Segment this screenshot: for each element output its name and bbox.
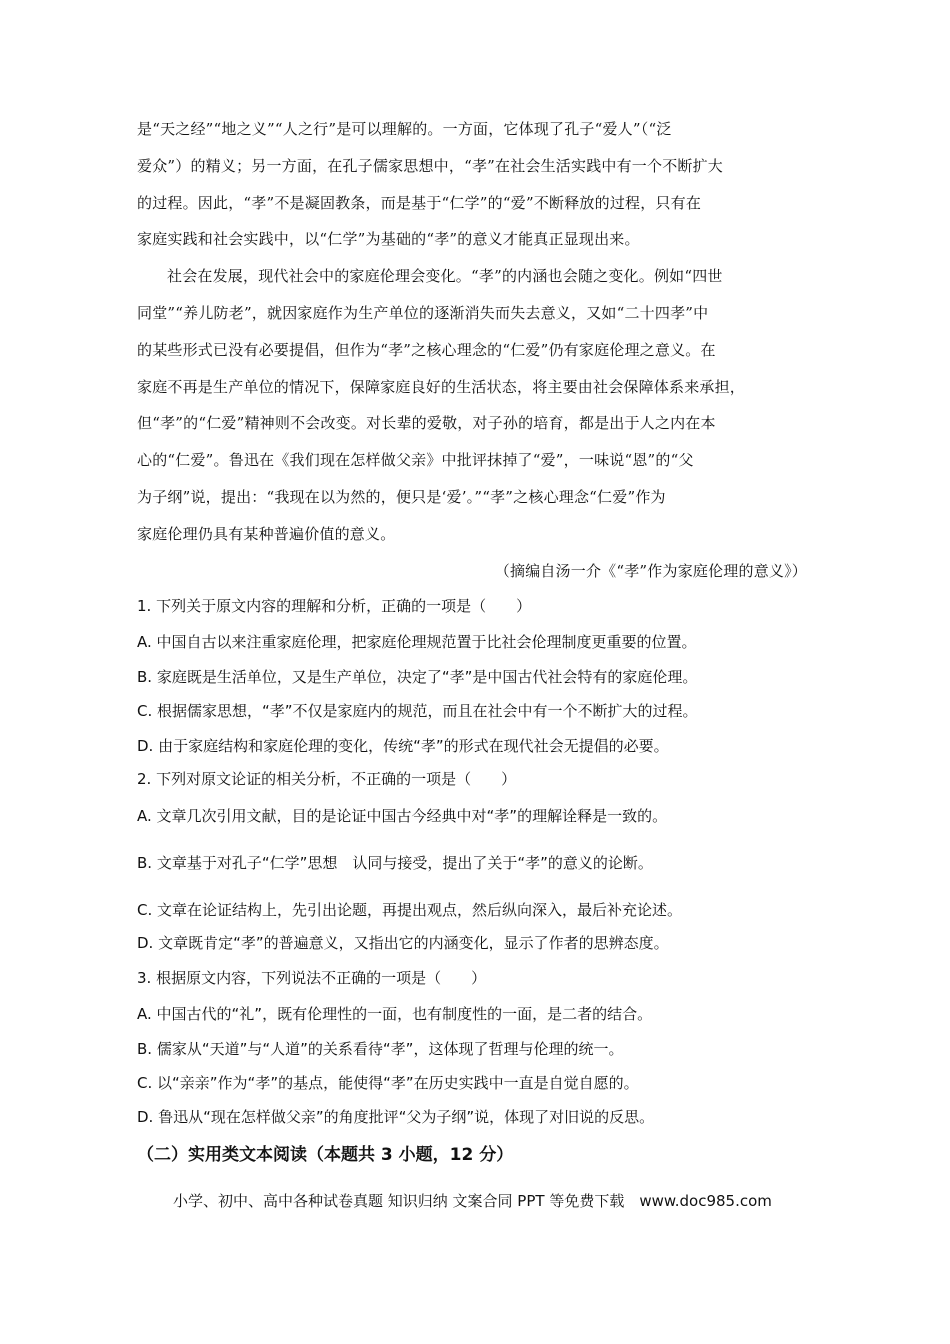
question-option: D. 由于家庭结构和家庭伦理的变化，传统“孝”的形式在现代社会无提倡的必要。 <box>137 737 669 755</box>
question-option: B. 文章基于对孔子“仁学”思想 认同与接受，提出了关于“孝”的意义的论断。 <box>137 854 653 872</box>
question-option: D. 鲁迅从“现在怎样做父亲”的角度批评“父为子纲”说，体现了对旧说的反思。 <box>137 1108 655 1126</box>
question-option: B. 儒家从“天道”与“人道”的关系看待“孝”，这体现了哲理与伦理的统一。 <box>137 1040 624 1058</box>
question-option: C. 文章在论证结构上，先引出论题，再提出观点，然后纵向深入，最后补充论述。 <box>137 901 683 919</box>
question-option: A. 中国自古以来注重家庭伦理，把家庭伦理规范置于比社会伦理制度更重要的位置。 <box>137 633 697 651</box>
question-stem: 1. 下列关于原文内容的理解和分析，正确的一项是（ ） <box>137 597 532 615</box>
passage-line: 爱众”）的精义；另一方面，在孔子儒家思想中，“孝”在社会生活实践中有一个不断扩大 <box>137 157 724 175</box>
question-option: C. 根据儒家思想，“孝”不仅是家庭内的规范，而且在社会中有一个不断扩大的过程。 <box>137 702 698 720</box>
section-heading: （二）实用类文本阅读（本题共 3 小题，12 分） <box>137 1145 514 1165</box>
passage-line: 为子纲”说，提出：“我现在以为然的，便只是‘爱’。”“孝”之核心理念“仁爱”作为 <box>137 488 666 506</box>
passage-line: 家庭伦理仍具有某种普遍价值的意义。 <box>137 525 396 543</box>
passage-line: 心的“仁爱”。鲁迅在《我们现在怎样做父亲》中批评抹掉了“爱”，一味说“恩”的“父 <box>137 451 694 469</box>
passage-line: 的某些形式已没有必要提倡，但作为“孝”之核心理念的“仁爱”仍有家庭伦理之意义。在 <box>137 341 716 359</box>
question-option: B. 家庭既是生活单位，又是生产单位，决定了“孝”是中国古代社会特有的家庭伦理。 <box>137 668 698 686</box>
passage-source: （摘编自汤一介《“孝”作为家庭伦理的意义》） <box>494 562 807 580</box>
footer-text: 小学、初中、高中各种试卷真题 知识归纳 文案合同 PPT 等免费下载 www.doc985.com <box>173 1192 772 1210</box>
question-stem: 2. 下列对原文论证的相关分析，不正确的一项是（ ） <box>137 770 517 788</box>
passage-line: 是“天之经”“地之义”“人之行”是可以理解的。一方面，它体现了孔子“爱人”（“泛 <box>137 120 672 138</box>
question-option: A. 中国古代的“礼”，既有伦理性的一面，也有制度性的一面，是二者的结合。 <box>137 1005 653 1023</box>
passage-line: 家庭实践和社会实践中，以“仁学”为基础的“孝”的意义才能真正显现出来。 <box>137 230 640 248</box>
question-option: A. 文章几次引用文献，目的是论证中国古今经典中对“孝”的理解诠释是一致的。 <box>137 807 668 825</box>
passage-line: 但“孝”的“仁爱”精神则不会改变。对长辈的爱敬，对子孙的培育，都是出于人之内在本 <box>137 414 716 432</box>
question-option: D. 文章既肯定“孝”的普遍意义，又指出它的内涵变化，显示了作者的思辨态度。 <box>137 934 669 952</box>
passage-line: 同堂”“养儿防老”，就因家庭作为生产单位的逐渐消失而失去意义，又如“二十四孝”中 <box>137 304 709 322</box>
question-option: C. 以“亲亲”作为“孝”的基点，能使得“孝”在历史实践中一直是自觉自愿的。 <box>137 1074 639 1092</box>
passage-line: 社会在发展，现代社会中的家庭伦理会变化。“孝”的内涵也会随之变化。例如“四世 <box>167 267 723 285</box>
question-stem: 3. 根据原文内容，下列说法不正确的一项是（ ） <box>137 969 487 987</box>
passage-line: 的过程。因此，“孝”不是凝固教条，而是基于“仁学”的“爱”不断释放的过程，只有在 <box>137 194 702 212</box>
passage-line: 家庭不再是生产单位的情况下，保障家庭良好的生活状态，将主要由社会保障体系来承担， <box>137 378 746 396</box>
